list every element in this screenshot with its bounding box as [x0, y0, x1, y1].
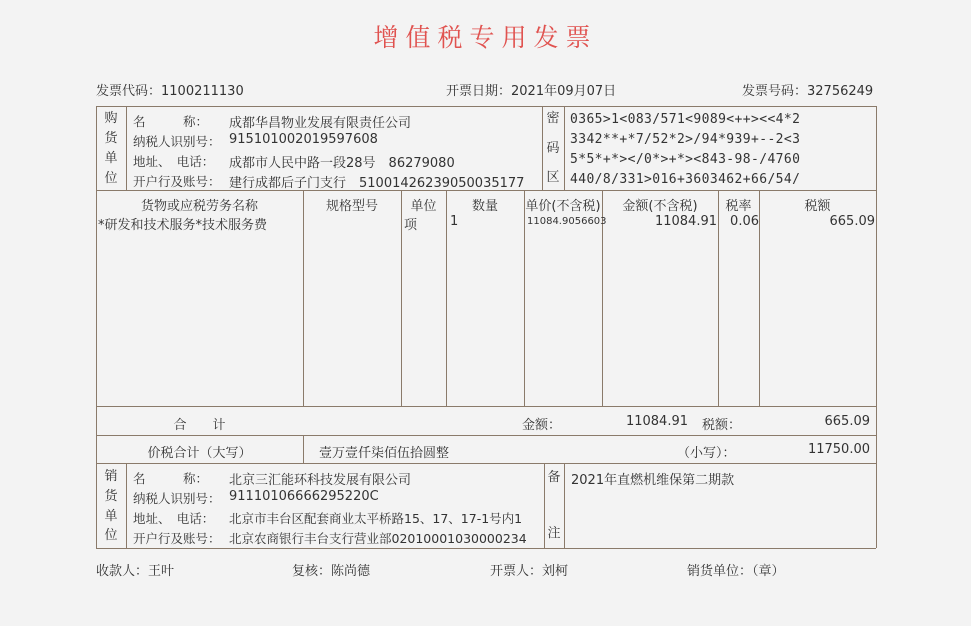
item-rate: 0.06	[730, 214, 759, 229]
reviewer	[292, 560, 370, 579]
total-amount-value: 11084.91	[625, 414, 688, 429]
cipher-side-char: 码	[546, 141, 560, 156]
remarks-value: 2021年直燃机维保第二期款	[571, 473, 735, 488]
item-unit: 项	[404, 218, 418, 233]
buyer-side-char: 位	[104, 171, 118, 186]
invoice-number-value: 32756249	[807, 84, 874, 99]
invoice-code-value: 1100211130	[161, 84, 244, 99]
payee	[96, 560, 174, 579]
reviewer-label: 复核：	[292, 564, 332, 579]
total-amount-label: 金额：	[522, 418, 562, 433]
invoice-title: 增值税专用发票	[373, 23, 598, 52]
drawer-label: 开票人：	[490, 564, 543, 579]
seller-stamp-value: （章）	[752, 564, 785, 579]
item-amount: 11084.91	[654, 214, 717, 229]
payee-label: 收款人：	[96, 564, 149, 579]
reviewer-value: 陈尚德	[331, 564, 371, 579]
total-label: 合 计	[173, 418, 226, 433]
buyer-bank-value: 建行成都后子门支行 51001426239050035177	[229, 176, 525, 191]
buyer-address-label: 地址、 电话：	[133, 154, 215, 169]
col-header-unit: 单位	[410, 199, 437, 214]
cipher-side-char: 密	[546, 111, 560, 126]
grand-total-label: 价税合计（大写）	[147, 446, 252, 461]
cipher-line: 3342**+*7/52*2>/94*939+--2<3	[570, 132, 801, 147]
seller-bank-label: 开户行及账号：	[133, 531, 221, 546]
drawer	[490, 560, 568, 579]
remarks-side-char: 注	[547, 526, 561, 541]
cipher-line: 5*5*+*></0*>+*><843-98-/4760	[570, 152, 801, 167]
total-tax-label: 税额：	[702, 418, 742, 433]
seller-address-value: 北京市丰台区配套商业太平桥路15、17、17-1号内1	[229, 511, 523, 526]
invoice-code-label: 发票代码：	[96, 84, 162, 99]
seller-side-char: 位	[104, 528, 118, 543]
item-qty: 1	[450, 214, 459, 229]
seller-taxid-label: 纳税人识别号：	[133, 491, 221, 506]
buyer-name-label: 名 称：	[133, 114, 209, 129]
cipher-side-char: 区	[546, 170, 560, 185]
invoice-number	[742, 80, 873, 99]
buyer-taxid-label: 纳税人识别号：	[133, 134, 221, 149]
col-header-rate: 税率	[725, 199, 752, 214]
seller-name-value: 北京三汇能环科技发展有限公司	[229, 473, 412, 488]
buyer-side-char: 货	[104, 131, 118, 146]
seller-side-char: 货	[104, 489, 118, 504]
drawer-value: 刘柯	[542, 564, 569, 579]
col-header-name: 货物或应税劳务名称	[140, 199, 258, 214]
seller-stamp	[687, 560, 785, 579]
col-header-spec: 规格型号	[325, 199, 378, 214]
buyer-side-char: 购	[104, 111, 118, 126]
buyer-bank-label: 开户行及账号：	[133, 174, 221, 189]
item-tax: 665.09	[829, 214, 875, 229]
buyer-side-char: 单	[104, 151, 118, 166]
buyer-address-value: 成都市人民中路一段28号 86279080	[229, 156, 455, 171]
seller-taxid-value: 91110106666295220C	[229, 489, 379, 504]
seller-name-label: 名 称：	[133, 471, 209, 486]
grand-total-lower-label: （小写）：	[677, 446, 736, 461]
invoice-date-label: 开票日期：	[446, 84, 512, 99]
seller-stamp-label: 销货单位：	[687, 564, 753, 579]
item-price: 11084.9056603	[527, 216, 607, 227]
seller-side-char: 单	[104, 509, 118, 524]
col-header-amount: 金额(不含税)	[622, 199, 698, 214]
payee-value: 王叶	[148, 564, 175, 579]
col-header-qty: 数量	[471, 199, 498, 214]
grand-total-upper-value: 壹万壹仟柒佰伍拾圆整	[319, 446, 450, 461]
seller-address-label: 地址、 电话：	[133, 511, 215, 526]
buyer-taxid-value: 915101002019597608	[229, 132, 378, 147]
seller-side-char: 销	[104, 469, 118, 484]
item-name: *研发和技术服务*技术服务费	[98, 218, 268, 233]
cipher-line: 440/8/331>016+3603462+66/54/	[570, 172, 801, 187]
grand-total-lower-value: 11750.00	[807, 442, 870, 457]
buyer-name-value: 成都华昌物业发展有限责任公司	[229, 116, 412, 131]
remarks-side-char: 备	[547, 470, 561, 485]
invoice-number-label: 发票号码：	[742, 84, 808, 99]
invoice-date	[446, 80, 616, 99]
invoice-date-value: 2021年09月07日	[511, 84, 617, 99]
total-tax-value: 665.09	[824, 414, 870, 429]
col-header-price: 单价(不含税)	[525, 199, 601, 214]
col-header-tax: 税额	[804, 199, 831, 214]
invoice-code	[96, 80, 244, 99]
seller-bank-value: 北京农商银行丰台支行营业部0201000103000023​4	[229, 531, 527, 546]
cipher-line: 0365>1<083/571<9089<++><<4*2	[570, 112, 801, 127]
